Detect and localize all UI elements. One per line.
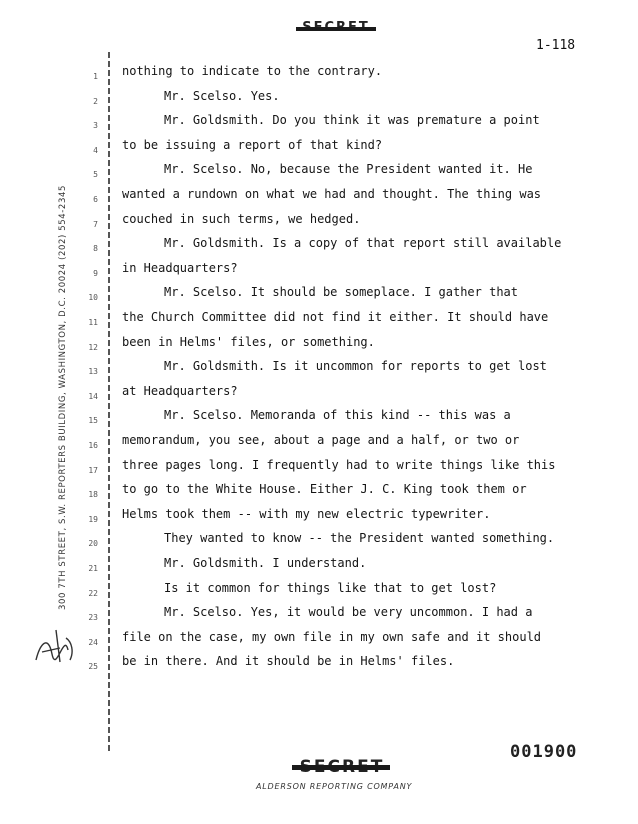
transcript-line: been in Helms' files, or something. (122, 334, 375, 349)
line-number: 21 (88, 564, 98, 573)
redaction-bar-top (296, 27, 376, 31)
transcript-line: Mr. Scelso. Yes, it would be very uncommon. I had a (164, 605, 533, 620)
page-number: 1-118 (536, 38, 576, 53)
line-number: 16 (88, 441, 98, 450)
line-number: 25 (88, 662, 98, 672)
line-number: 7 (93, 219, 98, 229)
transcript-line: couched in such terms, we hedged. (122, 211, 361, 226)
transcript-line: Mr. Goldsmith. Do you think it was premature a point (164, 113, 540, 128)
classification-stamp-bottom (298, 757, 386, 777)
transcript-line: the Church Committee did not find it either. It should have (122, 310, 549, 324)
transcript-line: to be issuing a report of that kind? (122, 137, 383, 152)
line-number: 17 (88, 465, 98, 475)
line-number: 8 (93, 244, 98, 254)
transcript-line: Mr. Goldsmith. I understand. (164, 556, 367, 570)
line-number: 2 (93, 96, 98, 106)
transcript-line: Mr. Scelso. It should be someplace. I gather that (164, 285, 519, 300)
transcript-line: memorandum, you see, about a page and a half, or two or (122, 433, 520, 447)
transcript-line: nothing to indicate to the contrary. (122, 64, 383, 78)
document-id: 001900 (510, 742, 578, 762)
line-number: 24 (88, 637, 98, 647)
line-number: 15 (88, 416, 98, 426)
line-number: 18 (88, 490, 98, 500)
handwritten-initials-mark (30, 624, 80, 668)
margin-rule (108, 52, 110, 752)
transcript-line: Mr. Goldsmith. Is a copy of that report still available (164, 236, 562, 251)
line-number: 11 (88, 318, 98, 327)
line-number: 1 (93, 72, 98, 81)
redaction-bar-bottom (292, 765, 390, 770)
line-number: 13 (88, 367, 98, 377)
transcript-line: three pages long. I frequently had to write things like this (122, 457, 556, 472)
line-number: 14 (88, 391, 98, 401)
transcript-line: to go to the White House. Either J. C. King took them or (122, 482, 527, 497)
line-number: 12 (88, 342, 98, 352)
reporter-address-margin: 300 7TH STREET, S.W. REPORTERS BUILDING, WASHINGTON, D.C. 20024 (202) 554-2345 (58, 185, 68, 610)
transcript-line: Is it common for things like that to get lost? (164, 580, 497, 595)
line-number: 10 (88, 293, 98, 303)
line-number: 9 (93, 268, 98, 278)
transcript-line: Mr. Scelso. No, because the President wanted it. He (164, 162, 533, 177)
transcript-line: They wanted to know -- the President wanted something. (164, 531, 555, 546)
line-number: 5 (93, 170, 98, 180)
transcript-line: file on the case, my own file in my own safe and it should (122, 629, 542, 644)
reporting-company: ALDERSON REPORTING COMPANY (256, 782, 413, 791)
transcript-line: Helms took them -- with my new electric typewriter. (122, 506, 491, 521)
line-number: 19 (88, 514, 98, 524)
line-number: 4 (93, 145, 98, 155)
classification-stamp-top (296, 20, 376, 36)
transcript-line: Mr. Goldsmith. Is it uncommon for reports to get lost (164, 359, 547, 374)
transcript-line: in Headquarters? (122, 260, 238, 275)
transcript-line: Mr. Scelso. Memoranda of this kind -- this was a (164, 408, 511, 423)
transcript-line: at Headquarters? (122, 383, 238, 398)
transcript-line: Mr. Scelso. Yes. (164, 88, 280, 103)
line-number: 6 (93, 195, 98, 204)
line-number: 3 (93, 121, 98, 131)
transcript-line: be in there. And it should be in Helms' files. (122, 654, 455, 669)
line-number: 23 (88, 613, 98, 623)
transcript-line: wanted a rundown on what we had and thought. The thing was (122, 187, 542, 201)
line-number: 22 (88, 588, 98, 598)
line-number: 20 (88, 539, 98, 549)
